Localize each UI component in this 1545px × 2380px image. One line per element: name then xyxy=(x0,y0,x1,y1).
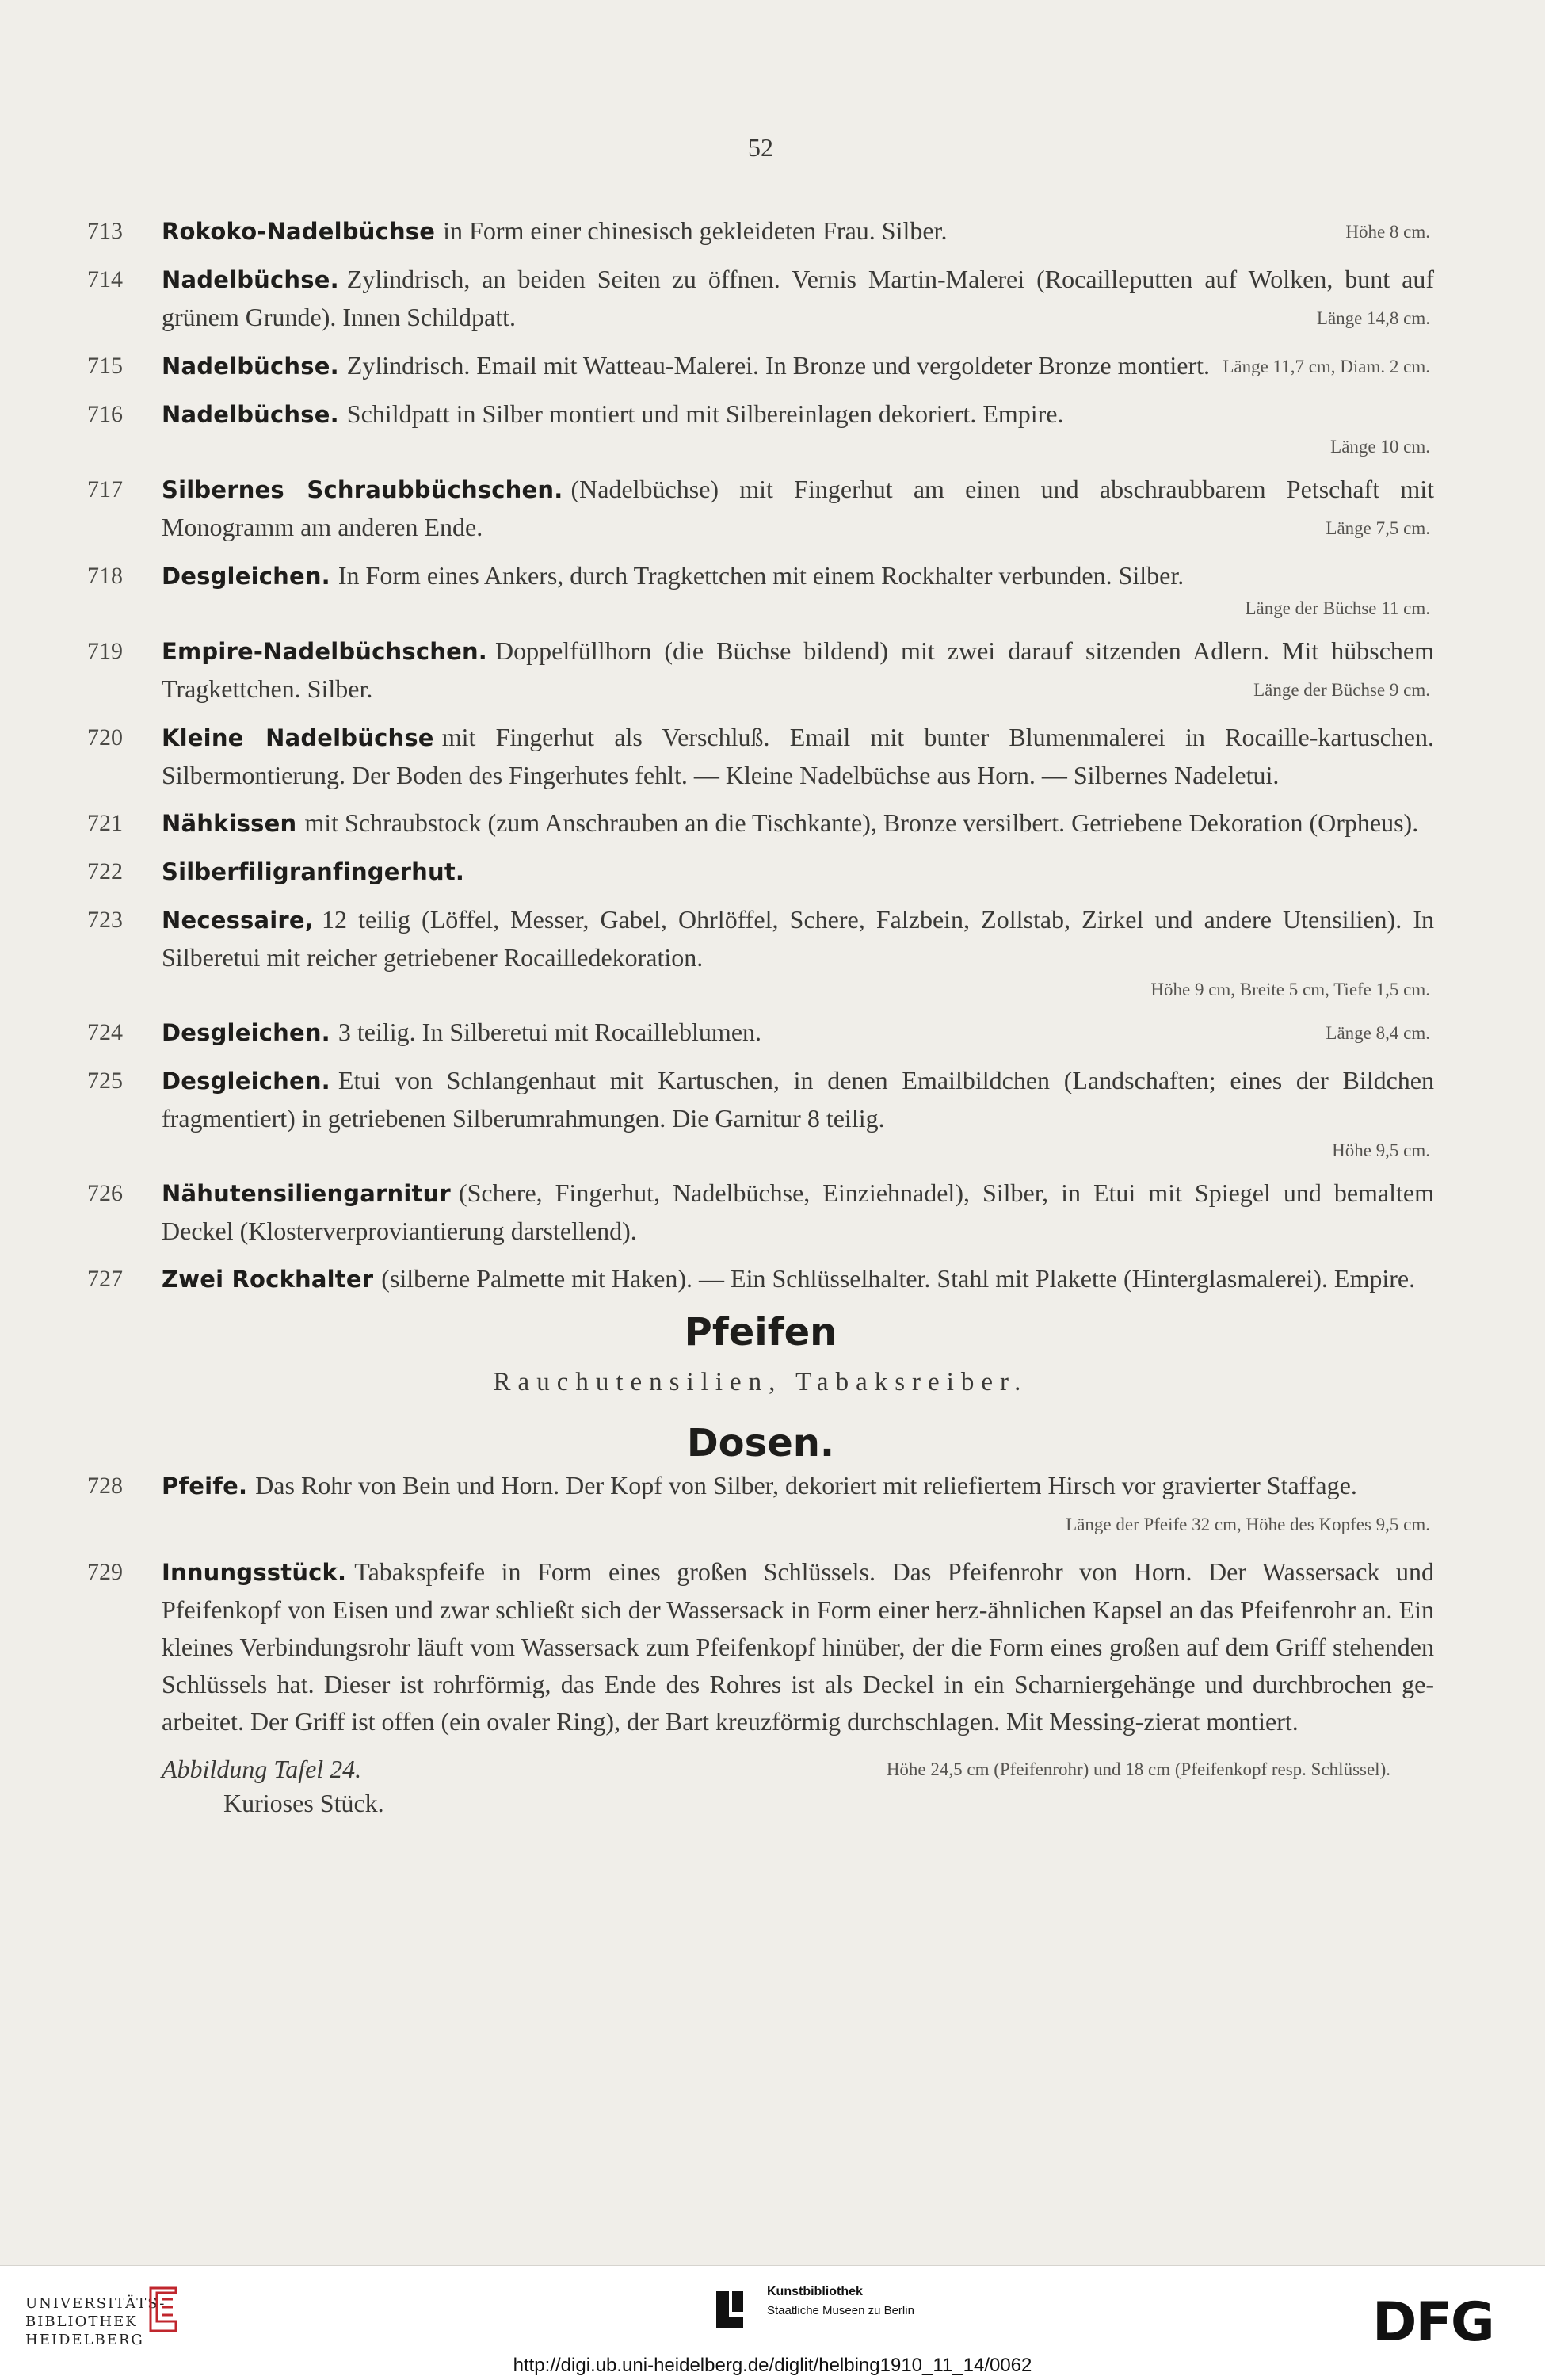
kunstbibliothek-title: Kunstbibliothek xyxy=(767,2285,863,2298)
entry-title: Kleine Nadelbüchse xyxy=(162,724,434,751)
entry-title: Nadelbüchse. xyxy=(162,353,339,380)
catalog-entry xyxy=(87,901,1434,1003)
entry-number: 718 xyxy=(87,563,123,589)
university-line-1: UNIVERSITÄTS- xyxy=(25,2295,166,2312)
entry-description xyxy=(162,261,1434,337)
illustration-reference: Abbildung Tafel 24. xyxy=(162,1755,362,1783)
entry-title: Pfeife. xyxy=(162,1473,248,1499)
entry-title: Nadelbüchse. xyxy=(162,401,339,428)
entry-text: Doppelfüllhorn (die Büchse bildend) mit zwei darauf sitzenden Adlern. Mit hübschem Tragkettchen. Silber. xyxy=(162,636,1434,703)
entry-description xyxy=(162,853,1434,891)
entry-description xyxy=(162,719,1434,794)
entry-title: Desgleichen. xyxy=(162,563,330,590)
entry-number: 721 xyxy=(87,810,123,836)
section-subtitle: Rauchutensilien, Tabaksreiber. xyxy=(493,1368,1028,1396)
entry-text: 3 teilig. In Silberetui mit Rocailleblumen. xyxy=(338,1018,762,1046)
entry-number: 719 xyxy=(87,638,123,664)
entry-text: Zylindrisch, an beiden Seiten zu öffnen. Vernis Martin-Malerei (Rocailleputten auf Wolken, bunt auf grünem Grunde). Innen Schildpatt. xyxy=(162,265,1434,331)
kunstbibliothek-text xyxy=(767,2285,914,2317)
catalog-entry xyxy=(87,853,1434,891)
catalog-entry xyxy=(87,719,1434,794)
entry-measurement: Länge 8,4 cm. xyxy=(1326,1023,1430,1043)
entry-measurement: Länge der Büchse 9 cm. xyxy=(1253,680,1430,700)
entry-measurement: Länge 7,5 cm. xyxy=(1326,518,1430,538)
catalog-entry xyxy=(87,1553,1434,1740)
entry-title: Nähutensiliengarnitur xyxy=(162,1180,451,1207)
entry-number: 728 xyxy=(87,1473,123,1499)
entry-description xyxy=(162,901,1434,1003)
entry-measurement: Höhe 8 cm. xyxy=(1345,222,1430,242)
entry-title: Silbernes Schraubbüchschen. xyxy=(162,476,563,503)
entry-number: 722 xyxy=(87,858,123,884)
catalog-entry xyxy=(87,1014,1434,1052)
entry-number: 714 xyxy=(87,266,123,292)
entry-729-note: Kurioses Stück. xyxy=(223,1789,384,1817)
entry-measurement: Höhe 9 cm, Breite 5 cm, Tiefe 1,5 cm. xyxy=(1150,980,1430,999)
entry-text: Zylindrisch. Email mit Watteau-Malerei. In Bronze und vergoldeter Bronze montiert. xyxy=(346,351,1211,380)
university-line-2: BIBLIOTHEK xyxy=(25,2313,138,2330)
entry-number: 720 xyxy=(87,724,123,751)
catalog-entry xyxy=(87,347,1434,385)
section-title-dosen: Dosen. xyxy=(686,1421,835,1465)
entry-measurement: Länge der Pfeife 32 cm, Höhe des Kopfes 9,5 cm. xyxy=(1066,1515,1430,1534)
entry-title: Silberfiligranfingerhut. xyxy=(162,858,465,885)
catalog-entry xyxy=(87,1175,1434,1250)
entry-description xyxy=(162,347,1434,385)
entry-number: 715 xyxy=(87,353,123,379)
section-title-pfeifen: Pfeifen xyxy=(684,1310,837,1354)
entry-text: mit Schraubstock (zum Anschrauben an die Tischkante), Bronze versilbert. Getriebene Dekoration (Orpheus). xyxy=(304,808,1419,837)
entry-text: Tabakspfeife in Form eines großen Schlüssels. Das Pfeifenrohr von Horn. Der Wassersack und Pfeifenkopf von Eisen und zwar schließt sich der Wassersack in Form einer herz-ähnlichen Kapsel an das Pfeifenrohr an. Ein kleines Verbindungsrohr läuft vom Wassersack zum Pfeifenkopf hinüber, der die Form eines großen auf dem Griff stehenden Schlüssels hat. Dieser ist rohrförmig, das Ende des Rohres ist als Deckel in ein Scharniergehänge und durchbrochen ge-arbeitet. Der Griff ist offen (ein ovaler Ring), der Bart kreuzförmig durchschlagen. Mit Messing-zierat montiert. xyxy=(162,1557,1434,1736)
entry-number: 729 xyxy=(87,1559,123,1585)
entry-description xyxy=(162,1062,1434,1164)
entry-measurement: Länge der Büchse 11 cm. xyxy=(1245,598,1430,618)
entry-text: (silberne Palmette mit Haken). — Ein Schlüsselhalter. Stahl mit Plakette (Hinterglasmalerei). Empire. xyxy=(381,1264,1416,1293)
entry-measurement: Höhe 9,5 cm. xyxy=(1332,1140,1430,1160)
entry-text: mit Fingerhut als Verschluß. Email mit bunter Blumenmalerei in Rocaille-kartuschen. Silbermontierung. Der Boden des Fingerhutes fehlt. — Kleine Nadelbüchse aus Horn. — Silbernes Nadeletui. xyxy=(162,723,1435,789)
entry-title: Necessaire, xyxy=(162,907,315,934)
entry-measurement: Länge 10 cm. xyxy=(1330,437,1430,457)
entry-title: Innungsstück. xyxy=(162,1559,347,1586)
entry-729-measure: Höhe 24,5 cm (Pfeifenrohr) und 18 cm (Pfeifenkopf resp. Schlüssel). xyxy=(886,1759,1390,1779)
entry-text: In Form eines Ankers, durch Tragkettchen mit einem Rockhalter verbunden. Silber. xyxy=(338,561,1184,590)
entry-measurement: Länge 14,8 cm. xyxy=(1316,308,1430,328)
entry-description xyxy=(162,804,1434,842)
entry-number: 727 xyxy=(87,1266,123,1292)
entry-description xyxy=(162,1467,1434,1543)
catalog-entry xyxy=(87,261,1434,337)
entry-number: 725 xyxy=(87,1068,123,1094)
entry-number: 724 xyxy=(87,1019,123,1045)
entry-measurement: Länge 11,7 cm, Diam. 2 cm. xyxy=(1223,357,1430,376)
entry-number: 716 xyxy=(87,401,123,427)
entry-description xyxy=(162,212,1434,250)
entry-title: Desgleichen. xyxy=(162,1019,330,1046)
entry-text: 12 teilig (Löffel, Messer, Gabel, Ohrlöffel, Schere, Falzbein, Zollstab, Zirkel und andere Utensilien). In Silberetui mit reicher getriebener Rocailledekoration. xyxy=(162,905,1434,972)
entry-text: Das Rohr von Bein und Horn. Der Kopf von Silber, dekoriert mit reliefiertem Hirsch vor gravierter Staffage. xyxy=(255,1471,1357,1499)
catalog-entry xyxy=(87,212,1434,250)
entry-title: Rokoko-Nadelbüchse xyxy=(162,218,436,245)
entry-number: 723 xyxy=(87,907,123,933)
entry-description xyxy=(162,471,1434,547)
university-line-3: HEIDELBERG xyxy=(25,2332,144,2348)
entry-text: (Schere, Fingerhut, Nadelbüchse, Einziehnadel), Silber, in Etui mit Spiegel und bemaltem Deckel (Klosterverproviantierung darstellend). xyxy=(162,1179,1434,1245)
catalog-entry xyxy=(87,395,1434,460)
permalink-url[interactable]: http://digi.ub.uni-heidelberg.de/diglit/helbing1910_11_14/0062 xyxy=(513,2355,1032,2376)
entry-description xyxy=(162,632,1434,709)
entry-text: Etui von Schlangenhaut mit Kartuschen, in denen Emailbildchen (Landschaften; eines der Bildchen fragmentiert) in getriebenen Silberumrahmungen. Die Garnitur 8 teilig. xyxy=(162,1066,1434,1133)
university-mark-icon xyxy=(141,2283,185,2336)
entry-description xyxy=(162,1175,1434,1250)
entry-number: 717 xyxy=(87,476,123,502)
entry-title: Desgleichen. xyxy=(162,1068,330,1094)
entry-description xyxy=(162,1260,1434,1298)
entry-title: Empire-Nadelbüchschen. xyxy=(162,638,488,665)
catalog-entry xyxy=(87,1062,1434,1164)
entry-text: in Form einer chinesisch gekleideten Frau. Silber. xyxy=(443,216,948,245)
entry-description xyxy=(162,395,1434,460)
entry-description xyxy=(162,557,1434,622)
entry-text: Schildpatt in Silber montiert und mit Silbereinlagen dekoriert. Empire. xyxy=(346,399,1064,428)
kunstbibliothek-subtitle: Staatliche Museen zu Berlin xyxy=(767,2304,914,2317)
entry-729-footer xyxy=(87,1751,1434,1788)
catalog-entry xyxy=(87,1260,1434,1298)
entry-description xyxy=(162,1553,1434,1740)
catalog-entry xyxy=(87,632,1434,709)
entries-list-after xyxy=(87,1467,1434,1740)
entry-description xyxy=(162,1014,1434,1052)
entry-number: 726 xyxy=(87,1180,123,1206)
catalog-entry xyxy=(87,804,1434,842)
dfg-logo: DFG xyxy=(1372,2291,1494,2354)
catalog-entry xyxy=(87,557,1434,622)
entry-number: 713 xyxy=(87,218,123,244)
page-number: 52 xyxy=(748,133,773,162)
entries-list-before xyxy=(87,212,1434,1298)
entry-title: Zwei Rockhalter xyxy=(162,1266,374,1293)
catalog-entry xyxy=(87,471,1434,547)
catalog-entries xyxy=(87,212,1434,1822)
entry-title: Nähkissen xyxy=(162,810,297,837)
entry-text: (Nadelbüchse) mit Fingerhut am einen und abschraubbarem Petschaft mit Monogramm am anderen Ende. xyxy=(162,475,1435,541)
catalog-entry xyxy=(87,1467,1434,1543)
digitization-footer xyxy=(0,2265,1545,2380)
kunstbibliothek-logo-icon xyxy=(705,2283,754,2336)
entry-title: Nadelbüchse. xyxy=(162,266,339,293)
